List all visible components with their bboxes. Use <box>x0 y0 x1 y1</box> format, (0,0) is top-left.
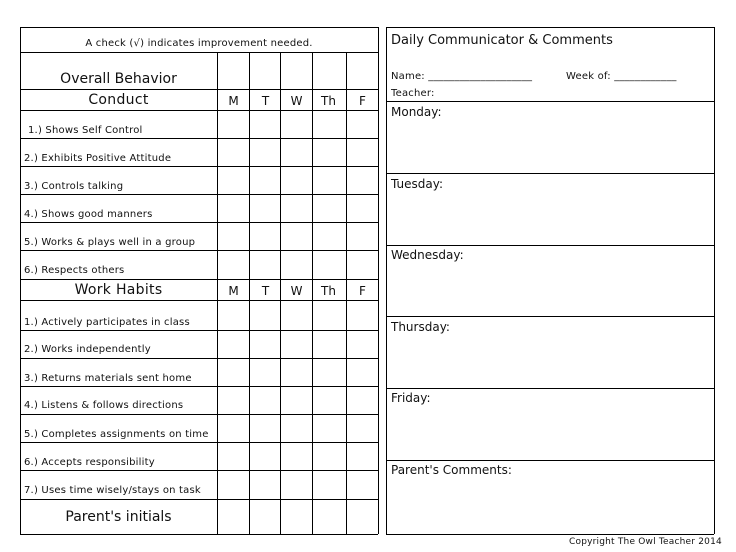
name-field-label: Name: ____________________ <box>391 71 533 82</box>
conduct-item: 6.) Respects others <box>24 265 125 276</box>
communicator-title: Daily Communicator & Comments <box>391 33 613 48</box>
parents-initials-label: Parent's initials <box>65 509 172 525</box>
instruction-text: A check (√) indicates improvement needed. <box>85 38 313 49</box>
teacher-field-label: Teacher: <box>391 88 435 99</box>
work-habits-day-f: F <box>359 284 366 298</box>
conduct-day-w: W <box>290 94 303 108</box>
conduct-day-t: T <box>261 94 270 108</box>
work-habits-heading: Work Habits <box>74 282 163 298</box>
work-habits-item: 3.) Returns materials sent home <box>24 373 192 384</box>
work-habits-item: 2.) Works independently <box>24 344 151 355</box>
section-tuesday: Tuesday: <box>391 177 443 191</box>
conduct-item: 2.) Exhibits Positive Attitude <box>24 153 172 164</box>
work-habits-day-m: M <box>228 284 239 298</box>
conduct-day-th: Th <box>321 94 336 108</box>
conduct-item: 1.) Shows Self Control <box>28 125 143 136</box>
overall-behavior-label: Overall Behavior <box>60 71 177 87</box>
week-of-field-label: Week of: ____________ <box>566 71 677 82</box>
conduct-item: 4.) Shows good manners <box>24 209 153 220</box>
conduct-day-m: M <box>228 94 239 108</box>
work-habits-day-w: W <box>290 284 303 298</box>
section-wednesday: Wednesday: <box>391 248 464 262</box>
conduct-day-f: F <box>359 94 366 108</box>
work-habits-day-t: T <box>261 284 270 298</box>
work-habits-item: 6.) Accepts responsibility <box>24 457 155 468</box>
conduct-item: 5.) Works & plays well in a group <box>24 237 196 248</box>
work-habits-day-th: Th <box>321 284 336 298</box>
conduct-item: 3.) Controls talking <box>24 181 124 192</box>
work-habits-item: 7.) Uses time wisely/stays on task <box>24 485 201 496</box>
copyright-text: Copyright The Owl Teacher 2014 <box>569 537 722 547</box>
section-monday: Monday: <box>391 105 442 119</box>
work-habits-item: 5.) Completes assignments on time <box>24 429 209 440</box>
section-thursday: Thursday: <box>391 320 450 334</box>
section-parents-comments: Parent's Comments: <box>391 463 512 477</box>
work-habits-item: 1.) Actively participates in class <box>24 317 190 328</box>
work-habits-item: 4.) Listens & follows directions <box>24 400 184 411</box>
conduct-heading: Conduct <box>88 92 149 108</box>
section-friday: Friday: <box>391 391 431 405</box>
